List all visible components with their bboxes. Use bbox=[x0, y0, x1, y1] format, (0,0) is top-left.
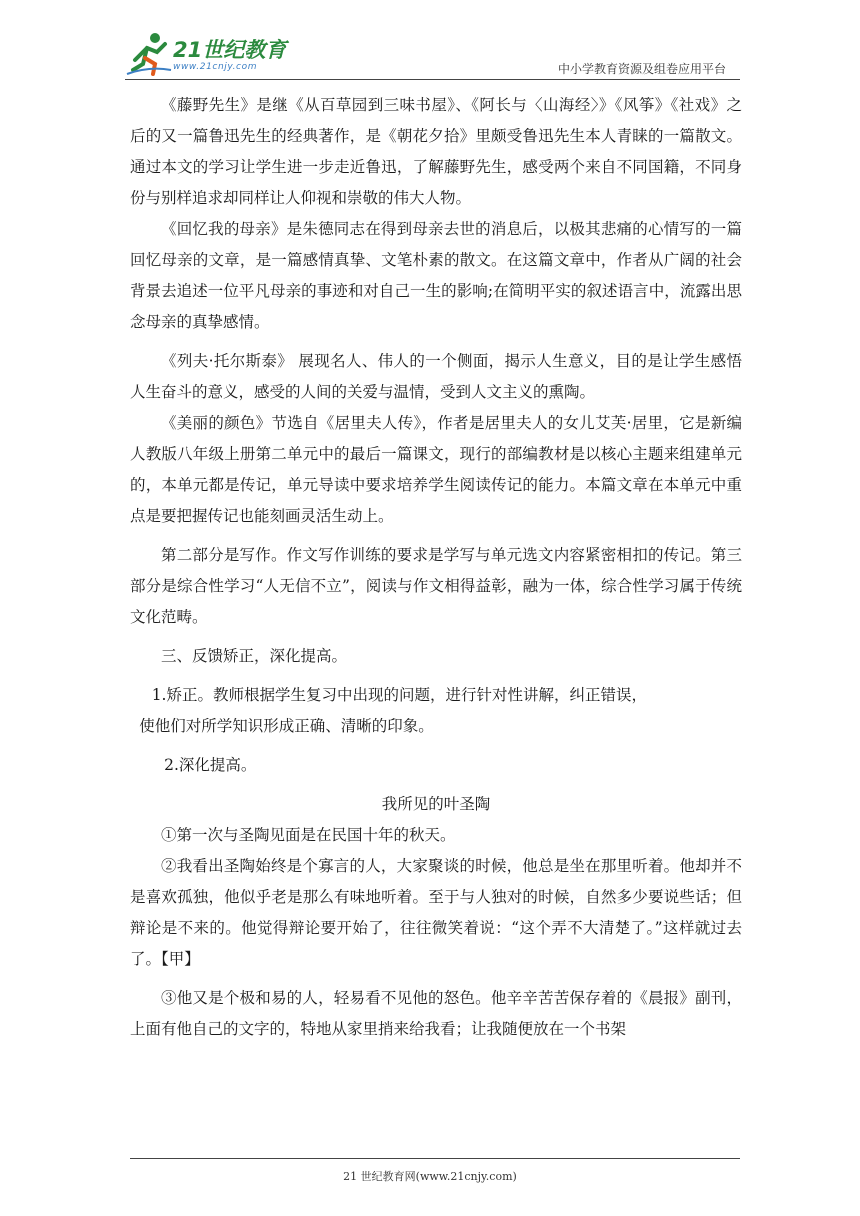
article-paragraph-3: ③他又是个极和易的人，轻易看不见他的怒色。他辛辛苦苦保存着的《晨报》副刊，上面有他自己的文字的，特地从家里捎来给我看；让我随便放在一个书架 bbox=[130, 989, 742, 1038]
logo bbox=[125, 30, 295, 78]
document-body bbox=[130, 90, 742, 1045]
footer-divider bbox=[130, 1158, 740, 1159]
footer-text: 21 世纪教育网(www.21cnjy.com) bbox=[343, 1170, 517, 1183]
list-item-correction-cont: 使他们对所学知识形成正确、清晰的印象。 bbox=[139, 717, 434, 735]
runner-logo-icon bbox=[125, 30, 173, 76]
logo-text: 21世纪教育 bbox=[173, 38, 287, 62]
page-header bbox=[125, 30, 740, 80]
article-paragraph-1: ①第一次与圣陶见面是在民国十年的秋天。 bbox=[161, 826, 456, 844]
paragraph-tolstoy: 《列夫·托尔斯泰》 展现名人、伟人的一个侧面，揭示人生意义，目的是让学生感悟人生奋斗的意义，感受的人间的关爱与温情，受到人文主义的熏陶。 bbox=[130, 352, 742, 401]
header-platform-name: 中小学教育资源及组卷应用平台 bbox=[557, 62, 726, 76]
article-paragraph-2: ②我看出圣陶始终是个寡言的人，大家聚谈的时候，他总是坐在那里听着。他却并不是喜欢孤独，他似乎老是那么有味地听着。至于与人独对的时候，自然多少要说些话；但辩论是不来的。他觉得辩论要开始了，往往微笑着说：“这个弄不大清楚了。”这样就过去了。【甲】 bbox=[130, 857, 742, 968]
logo-url: www.21cnjy.com bbox=[173, 62, 258, 72]
paragraph-mother: 《回忆我的母亲》是朱德同志在得到母亲去世的消息后，以极其悲痛的心情写的一篇回忆母亲的文章，是一篇感情真挚、文笔朴素的散文。在这篇文章中，作者从广阔的社会背景去追述一位平凡母亲的事迹和对自己一生的影响;在简明平实的叙述语言中，流露出思念母亲的真挚感情。 bbox=[130, 220, 742, 331]
paragraph-writing: 第二部分是写作。作文写作训练的要求是学写与单元选文内容紧密相扣的传记。第三部分是综合性学习“人无信不立”，阅读与作文相得益彰，融为一体，综合性学习属于传统文化范畴。 bbox=[130, 546, 742, 626]
list-item-deepen: 2.深化提高。 bbox=[164, 756, 257, 774]
paragraph-curie: 《美丽的颜色》节选自《居里夫人传》，作者是居里夫人的女儿艾芙·居里，它是新编人教版八年级上册第二单元中的最后一篇课文，现行的部编教材是以核心主题来组建单元的，本单元都是传记，单元导读中要求培养学生阅读传记的能力。本篇文章在本单元中重点是要把握传记也能刻画灵活生动上。 bbox=[130, 414, 742, 525]
list-item-correction: 1.矫正。教师根据学生复习中出现的问题，进行针对性讲解，纠正错误， bbox=[151, 686, 647, 704]
article-title: 我所见的叶圣陶 bbox=[381, 795, 491, 813]
header-divider bbox=[125, 79, 740, 80]
section-heading-feedback: 三、反馈矫正，深化提高。 bbox=[161, 647, 348, 665]
paragraph-tengye: 《藤野先生》是继《从百草园到三味书屋》、《阿长与〈山海经〉》《风筝》《社戏》之后的又一篇鲁迅先生的经典著作，是《朝花夕拾》里颇受鲁迅先生本人青睐的一篇散文。通过本文的学习让学生进一步走近鲁迅，了解藤野先生，感受两个来自不同国籍，不同身份与别样追求却同样让人仰视和崇敬的伟大人物。 bbox=[130, 96, 742, 207]
